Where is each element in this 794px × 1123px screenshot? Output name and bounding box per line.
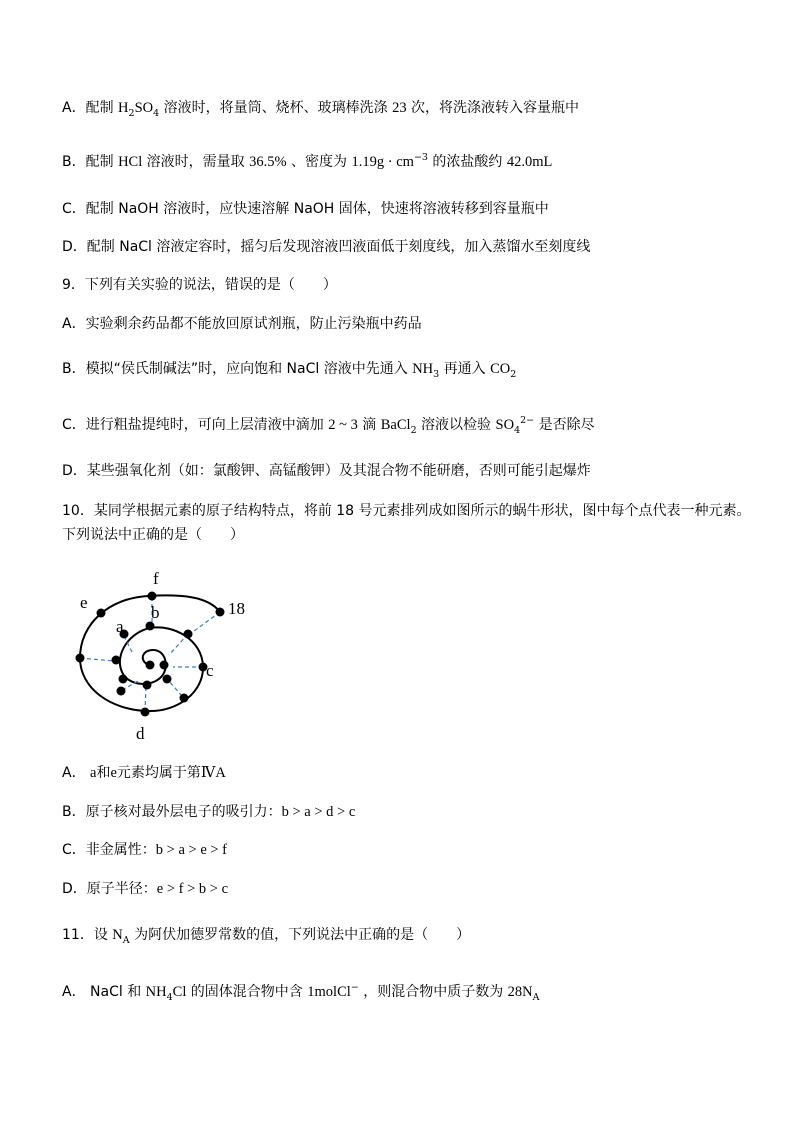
text-segment: 、密度为 [286,154,352,170]
snail-element-diagram [70,568,270,748]
text-line-q9 [62,275,337,295]
text-segment: 3 [433,369,440,380]
text-segment: A [122,935,130,946]
text-segment: 次，将洗涤液转入容量瓶中 [406,100,580,116]
text-segment: e [110,765,117,781]
text-segment: 元素均属于第 [116,765,201,781]
text-line-q8c [62,199,549,219]
text-segment: 和 [96,765,111,781]
text-line-q10b_opt [62,802,355,822]
text-segment: A．实验剩余药品都不能放回原试剂瓶，防止污染瓶中药品 [62,316,422,332]
text-segment: e > f > b > c [156,881,229,897]
text-line-q11a [62,982,540,1002]
text-line-q8b [62,152,552,172]
text-segment: 4 [166,992,173,1003]
text-segment: 10．某同学根据元素的原子结构特点，将前 18 号元素排列成如图所示的蜗牛形状，图中每个点代表一种元素。 [62,503,751,519]
text-segment: 42.0mL [506,154,553,170]
text-segment: SO [134,100,154,116]
text-segment: 28N [507,984,533,1000]
text-segment: 36.5% [249,154,287,170]
text-segment: 1molCl [307,984,351,1000]
text-segment: BaCl [380,417,411,433]
text-line-q10b [62,525,244,545]
text-segment: A． [62,765,91,781]
text-segment: 11．设 [62,927,113,943]
text-segment: 是否除尽 [534,417,595,433]
text-segment: 2 ~ 3 [328,417,358,433]
text-line-q10c_opt [62,840,227,860]
text-segment: HCl [118,154,143,170]
text-segment: C．非金属性： [62,842,156,858]
text-segment: 溶液时，将量筒、烧杯、玻璃棒洗涤 [159,100,393,116]
text-segment: − [350,982,359,993]
text-line-q8d [62,237,590,257]
text-segment: B．原子核对最外层电子的吸引力： [62,804,282,820]
text-line-q8a [62,98,579,118]
text-line-q9b [62,359,516,379]
text-segment: 再通入 [439,361,491,377]
text-segment: 2 [128,108,135,119]
text-segment: SO [495,417,515,433]
text-segment: −3 [413,152,428,163]
text-segment: CO [490,361,511,377]
text-segment: ⅣA [200,765,226,781]
text-segment: 的浓盐酸约 [427,154,507,170]
text-segment: A [532,992,540,1003]
label-b: b [151,603,160,622]
label-18: 18 [228,599,245,618]
text-segment: D．配制 NaCl 溶液定容时，摇匀后发现溶液凹液面低于刻度线，加入蒸馏水至刻度线 [62,239,591,255]
text-segment: 溶液时，需量取 [142,154,250,170]
text-segment: 4 [514,425,521,436]
text-segment: 溶液以检验 [416,417,496,433]
text-segment: A．配制 [62,100,119,116]
text-segment: b > a > e > f [155,842,228,858]
text-segment: NH [145,984,167,1000]
element-dots [76,592,225,717]
text-segment: Cl [172,984,187,1000]
text-segment: C．配制 NaOH 溶液时，应快速溶解 NaOH 固体，快速将溶液转移到容量瓶中 [62,201,549,217]
text-line-q10a_opt [62,763,226,783]
label-e: e [80,593,88,612]
text-segment: 2 [510,369,517,380]
text-segment: 2 [410,425,417,436]
text-segment: 为阿伏加德罗常数的值，下列说法中正确的是（ ） [129,927,471,943]
text-segment: D．某些强氧化剂（如：氯酸钾、高锰酸钾）及其混合物不能研磨，否则可能引起爆炸 [62,463,591,479]
text-segment: a [90,765,97,781]
text-line-q9a [62,314,422,334]
text-line-q9d [62,461,591,481]
text-segment: A． NaCl 和 [62,984,146,1000]
text-segment: D．原子半径： [62,881,157,897]
text-segment: H [118,100,129,116]
text-segment: 下列说法中正确的是（ ） [62,527,244,543]
text-line-q9c [62,415,595,435]
text-segment: b > a > d > c [281,804,356,820]
text-segment: 1.19g · cm [351,154,414,170]
text-line-q11 [62,925,470,945]
text-segment: NH [412,361,434,377]
text-segment: B．模拟“侯氏制碱法”时，应向饱和 NaCl 溶液中先通入 [62,361,413,377]
text-segment: C．进行粗盐提纯时，可向上层清液中滴加 [62,417,329,433]
text-segment: 2− [520,415,535,426]
text-segment: 9．下列有关实验的说法，错误的是（ ） [62,277,337,293]
label-a: a [116,617,124,636]
label-c: c [206,661,214,680]
text-line-q10 [62,501,751,521]
text-segment: 23 [392,100,407,116]
label-f: f [153,569,159,588]
text-segment: ，则混合物中质子数为 [358,984,508,1000]
label-d: d [136,724,145,743]
text-segment: 4 [153,108,160,119]
text-segment: 滴 [357,417,381,433]
text-segment: N [112,927,123,943]
text-segment: B．配制 [62,154,119,170]
text-segment: 的固体混合物中含 [186,984,308,1000]
text-line-q10d_opt [62,879,228,899]
